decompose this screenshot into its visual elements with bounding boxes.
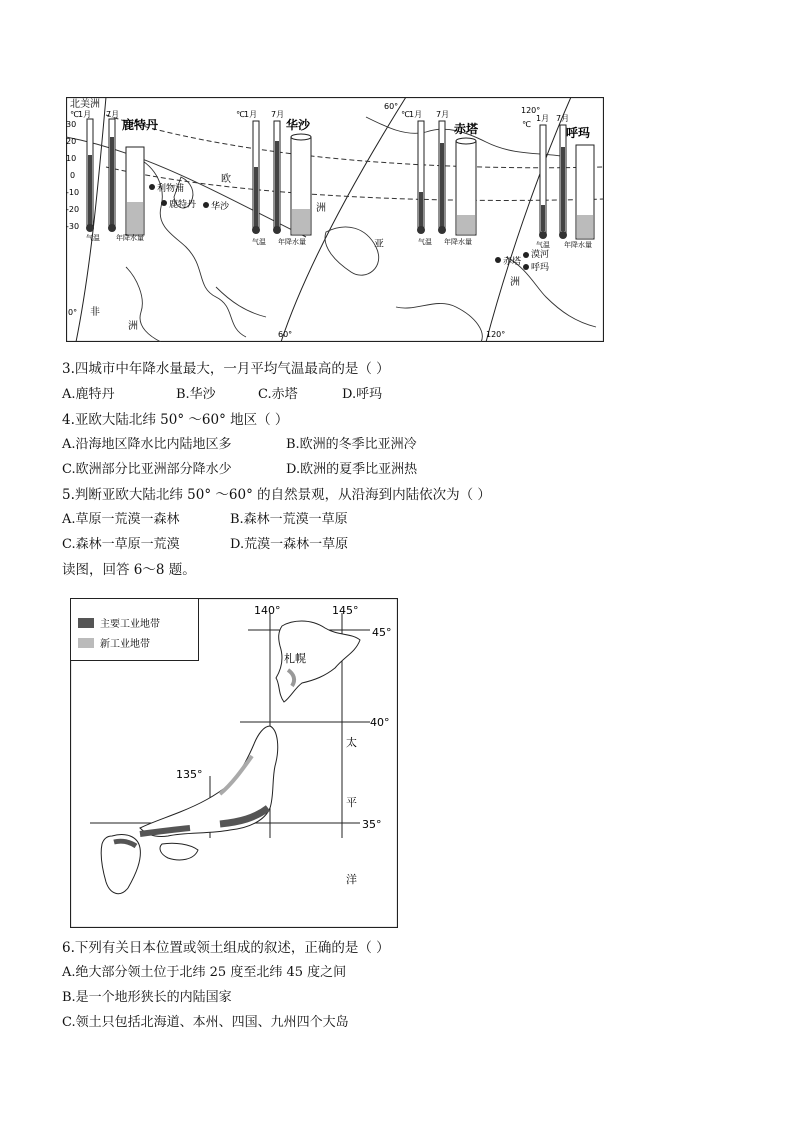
precip-label: 年降水量	[444, 238, 472, 246]
city-label-liverpool: 利物浦	[157, 184, 185, 194]
city-dot	[523, 264, 529, 270]
legend-label-new: 新工业地带	[100, 639, 150, 650]
temp-label: 气温	[418, 238, 432, 246]
city-label-sapporo: 札幌	[284, 652, 306, 665]
city-label-chita: 赤塔	[503, 257, 522, 267]
question-6-option-c[interactable]: C.领土只包括北海道、本州、四国、九州四个大岛	[62, 1015, 349, 1030]
jan-label: 1月	[78, 110, 92, 119]
thermometer-jan-fill	[541, 205, 545, 231]
legend-swatch-old	[78, 618, 94, 628]
thermometer-bulb	[86, 224, 94, 232]
tick: 20	[66, 137, 77, 146]
question-5-option-a[interactable]: A.草原一荒漠一森林	[62, 512, 180, 527]
thermometer-jul-fill	[275, 141, 279, 227]
legend-swatch-new	[78, 638, 94, 648]
city-dot	[203, 202, 209, 208]
thermometer-bulb	[108, 224, 116, 232]
ocean-char: 太	[346, 736, 357, 749]
temp-label: 气温	[86, 234, 100, 242]
city-label-warsaw: 华沙	[211, 202, 230, 212]
city-dot	[495, 257, 501, 263]
japan-industry-map	[70, 598, 398, 928]
thermometer-bulb	[252, 226, 260, 234]
climate-map-figure	[66, 97, 604, 342]
lon-label: 60°	[384, 102, 399, 111]
question-3-option-d[interactable]: D.呼玛	[342, 387, 383, 402]
thermometer-bulb	[273, 226, 281, 234]
tick: -10	[66, 188, 80, 197]
chart-title-rotterdam: 鹿特丹	[122, 118, 159, 132]
question-6-option-a[interactable]: A.绝大部分领土位于北纬 25 度至北纬 45 度之间	[62, 965, 347, 980]
jul-label: 7月	[436, 110, 450, 119]
question-5-stem: 5.判断亚欧大陆北纬 50° ～60° 的自然景观，从沿海到内陆依次为（ ）	[62, 487, 491, 503]
jul-label: 7月	[271, 110, 285, 119]
legend-label-old: 主要工业地带	[100, 619, 160, 630]
unit-label: ℃	[70, 110, 79, 119]
precip-label: 年降水量	[116, 234, 144, 242]
thermometer-bulb	[417, 226, 425, 234]
rain-gauge-fill	[127, 202, 143, 234]
rain-gauge-fill	[577, 215, 593, 238]
tick: 0	[70, 171, 76, 180]
question-6-stem: 6.下列有关日本位置或领土组成的叙述，正确的是（ ）	[62, 940, 390, 956]
city-label-rotterdam: 鹿特丹	[169, 200, 197, 210]
lon-label: 0°	[68, 308, 78, 317]
region-label: 亚	[374, 239, 384, 250]
city-label-mohe: 漠河	[531, 250, 550, 260]
question-4-option-c[interactable]: C.欧洲部分比亚洲部分降水少	[62, 462, 232, 477]
lon-label-140: 140°	[254, 604, 281, 617]
rain-gauge-top	[456, 138, 476, 144]
tick: 30	[66, 120, 77, 129]
question-3-stem: 3.四城市中年降水量最大，一月平均气温最高的是（ ）	[62, 361, 390, 377]
lon-label: 120°	[486, 330, 506, 339]
chart-title-chita: 赤塔	[454, 122, 479, 136]
jul-label: 7月	[106, 110, 120, 119]
region-label: 洲	[510, 277, 520, 288]
chart-title-warsaw: 华沙	[286, 118, 311, 132]
region-label: 洲	[316, 203, 326, 214]
temp-label: 气温	[252, 238, 266, 246]
rain-gauge-top	[291, 134, 311, 140]
lon-label: 120°	[521, 106, 541, 115]
question-4-option-d[interactable]: D.欧洲的夏季比亚洲热	[286, 462, 418, 477]
jan-label: 1月	[536, 114, 550, 123]
question-4-option-a[interactable]: A.沿海地区降水比内陆地区多	[62, 437, 232, 452]
city-dot	[523, 252, 529, 258]
tick: -20	[66, 205, 80, 214]
lat-label-35: 35°	[362, 818, 382, 831]
question-3-option-a[interactable]: A.鹿特丹	[62, 387, 115, 402]
ocean-char: 平	[346, 796, 357, 809]
lat-label-40: 40°	[370, 716, 390, 729]
region-label: 洲	[128, 321, 138, 332]
thermometer-jul-fill	[110, 137, 114, 225]
jan-label: 1月	[409, 110, 423, 119]
map-legend	[71, 599, 199, 661]
lat-label-45: 45°	[372, 626, 392, 639]
rain-gauge-fill	[292, 209, 310, 234]
region-label: 非	[90, 307, 100, 318]
question-6-option-b[interactable]: B.是一个地形狭长的内陆国家	[62, 990, 232, 1005]
question-5-option-b[interactable]: B.森林一荒漠一草原	[230, 512, 348, 527]
question-3-option-b[interactable]: B.华沙	[176, 387, 216, 402]
unit-label: ℃	[236, 110, 245, 119]
city-dot	[161, 200, 167, 206]
rain-gauge-fill	[457, 215, 475, 234]
question-3-option-c[interactable]: C.赤塔	[258, 387, 298, 402]
thermometer-jan-fill	[88, 155, 92, 225]
temp-label: 气温	[536, 241, 550, 249]
lon-label-145: 145°	[332, 604, 359, 617]
thermometer-bulb	[438, 226, 446, 234]
thermometer-jul-fill	[440, 143, 444, 227]
thermometer-bulb	[539, 231, 547, 239]
tick: 10	[66, 154, 77, 163]
thermometer-jan-fill	[254, 167, 258, 227]
thermometer-jul-fill	[561, 147, 565, 231]
jan-label: 1月	[244, 110, 258, 119]
tick: -30	[66, 222, 80, 231]
thermometer-bulb	[559, 231, 567, 239]
precip-label: 年降水量	[278, 238, 306, 246]
instruction-text: 读图，回答 6～8 题。	[62, 562, 196, 578]
city-label-huma: 呼玛	[531, 263, 550, 273]
lon-label-135: 135°	[176, 768, 203, 781]
unit-label: ℃	[401, 110, 410, 119]
question-4-option-b[interactable]: B.欧洲的冬季比亚洲冷	[286, 437, 417, 452]
lon-label: 60°	[278, 330, 293, 339]
question-5-option-d[interactable]: D.荒漠一森林一草原	[230, 537, 349, 552]
jul-label: 7月	[556, 114, 570, 123]
region-label-north-america: 北美洲	[70, 99, 100, 110]
precip-label: 年降水量	[564, 241, 592, 249]
question-5-option-c[interactable]: C.森林一草原一荒漠	[62, 537, 180, 552]
ocean-char: 洋	[346, 873, 357, 886]
region-label: 欧	[221, 174, 231, 185]
thermometer-jan-fill	[419, 192, 423, 227]
unit-label: ℃	[522, 120, 531, 129]
chart-title-huma: 呼玛	[566, 126, 591, 140]
city-dot	[149, 184, 155, 190]
question-4-stem: 4.亚欧大陆北纬 50° ～60° 地区（ ）	[62, 412, 289, 428]
